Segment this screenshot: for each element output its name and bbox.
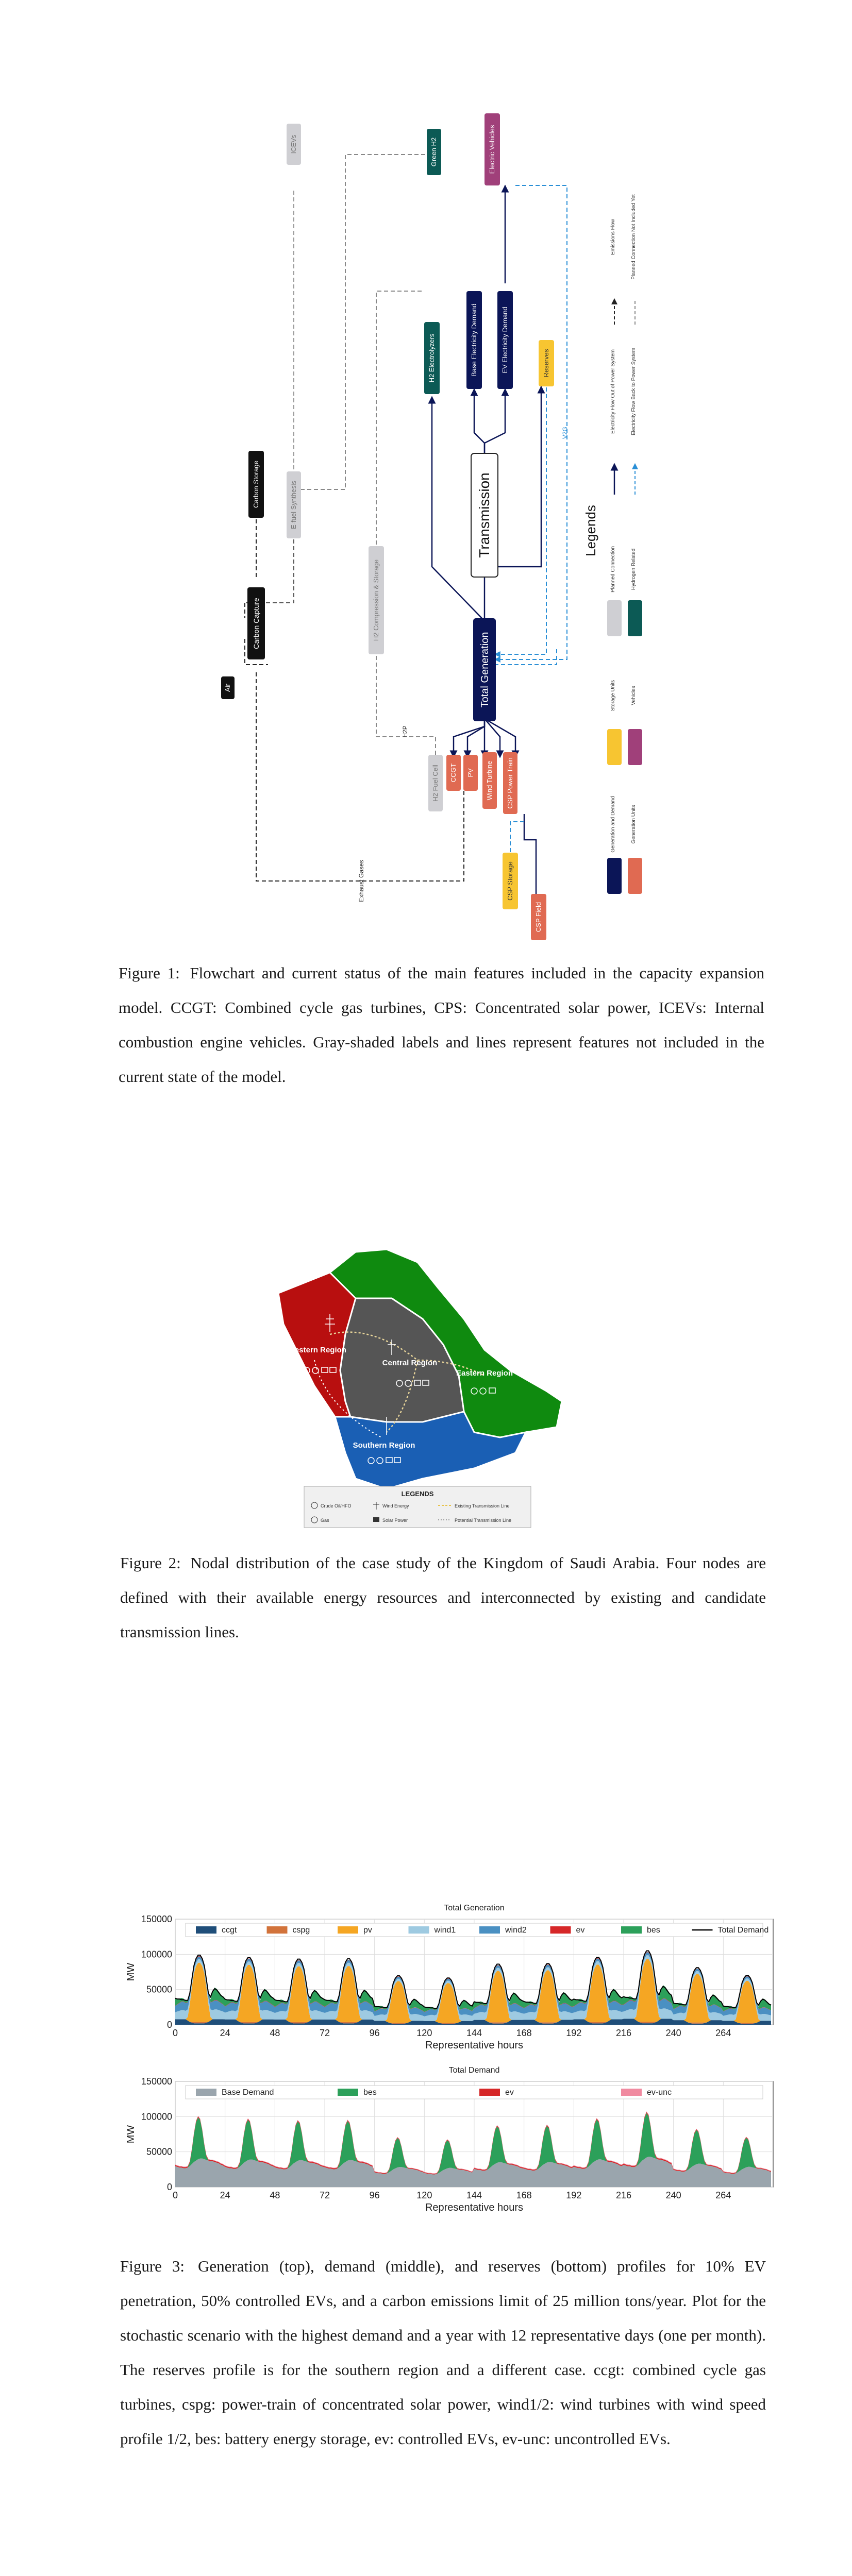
node-icevs-label: ICEVs (290, 134, 297, 154)
x-tick-label: 240 (665, 2028, 681, 2038)
node-base-demand (466, 291, 482, 389)
node-csp-storage-label: CSP Storage (506, 861, 514, 901)
node-wind-turbine-label: Wind Turbine (486, 760, 493, 801)
node-icevs (287, 124, 301, 165)
node-pv-label: PV (466, 768, 474, 777)
x-tick-label: 0 (172, 2190, 178, 2200)
flowchart-nodes (221, 113, 569, 940)
x-tick-label: 168 (516, 2190, 532, 2200)
x-tick-label: 120 (416, 2190, 432, 2200)
x-tick-label: 96 (369, 2190, 380, 2200)
figure3-caption-text: Generation (top), demand (middle), and reserves (bottom) profiles for 10% EV penetration, 50% controlled EVs, and a carbon emissions limit of 25 million tons/year. Plot for the stochastic scenario with the highest demand and a year with 12 representative days (one per month). The reserves profile is for the southern region and a different case. ccgt: combined cycle gas turbines, cspg: power-train of concentrated solar power, wind1/2: wind turbines with wind speed profile 1/2, bes: battery energy storage, ev: controlled EVs, ev-unc: uncontrolled EVs. (120, 2257, 766, 2448)
map-legend-item-potential-line: Potential Transmission Line (455, 1518, 512, 1523)
figure2-caption (120, 1546, 766, 1649)
node-csp-field-label: CSP Field (534, 902, 542, 933)
chart-legend (186, 2086, 763, 2099)
generation-chart (125, 1904, 773, 2051)
legend-item-3: Vehicles (631, 686, 637, 705)
legend-swatch (196, 1926, 216, 1934)
map-legend-title: LEGENDS (401, 1490, 434, 1498)
legend-swatch-planned (607, 600, 622, 636)
legend-item-6: Electricity Flow Out of Power System (610, 349, 616, 434)
node-e-fuel (287, 471, 301, 538)
legend-label: bes (363, 2088, 377, 2097)
node-ccgt (446, 755, 461, 791)
legend-swatch-generation-demand (607, 858, 622, 894)
saudi-map-figure (268, 1242, 567, 1530)
x-tick-label: 48 (270, 2190, 280, 2200)
figure3-caption-label: Figure 3: (120, 2257, 185, 2275)
node-electric-vehicles-label: Electric Vehicles (488, 125, 496, 174)
x-tick-label: 0 (172, 2028, 178, 2038)
y-tick-label: 150000 (141, 2076, 172, 2087)
x-tick-label: 72 (319, 2028, 330, 2038)
legend-item-0: Generation and Demand (610, 796, 616, 853)
legend-item-1: Generation Units (631, 805, 637, 844)
node-electric-vehicles (485, 113, 500, 185)
legend-swatch (621, 2089, 642, 2096)
x-axis-label: Representative hours (425, 2202, 524, 2213)
map-legend (304, 1486, 531, 1528)
legend-label: Total Demand (717, 1926, 769, 1935)
legend-swatch (267, 1926, 288, 1934)
legend-swatch (409, 1926, 429, 1934)
label-v2g: V2G (561, 426, 569, 439)
x-tick-label: 144 (466, 2190, 482, 2200)
figure1-caption-label: Figure 1: (119, 964, 180, 982)
chart-legend (186, 1923, 769, 1937)
x-tick-label: 216 (615, 2190, 632, 2200)
x-axis-label: Representative hours (425, 2040, 524, 2051)
node-air-label: Air (224, 684, 231, 692)
legend-swatch-vehicles (628, 729, 642, 765)
legend-swatch-generation-units (628, 858, 642, 894)
legend-label: ev (505, 2088, 514, 2097)
x-tick-label: 264 (715, 2028, 731, 2038)
legend-swatch (479, 1926, 500, 1934)
node-h2-fuel-cell (428, 755, 443, 811)
legend-swatch-hydrogen (628, 600, 642, 636)
x-tick-label: 192 (566, 2028, 582, 2038)
node-carbon-storage-label: Carbon Storage (252, 461, 260, 508)
legend-swatch (196, 2089, 216, 2096)
legend-label: wind2 (505, 1926, 527, 1935)
x-tick-label: 24 (220, 2190, 230, 2200)
y-tick-label: 50000 (146, 2146, 172, 2157)
legend-swatch-storage-units (607, 729, 622, 765)
node-csp-power-train (503, 752, 517, 814)
node-wind-turbine (482, 752, 497, 809)
region-label-central: Central Region (382, 1359, 438, 1367)
node-total-generation (473, 618, 496, 721)
legend-label: cspg (292, 1926, 310, 1935)
figure1-caption-text: Flowchart and current status of the main features included in the capacity expansion model. CCGT: Combined cycle gas turbines, CPS: Concentrated solar power, ICEVs: Internal combustion engine vehicles. Gray-shaded labels and lines represent features not included in the current state of the model. (119, 964, 764, 1086)
legend-item-5: Hydrogen Related (631, 548, 637, 590)
x-tick-label: 120 (416, 2028, 432, 2038)
node-ccgt-label: CCGT (449, 763, 457, 783)
legend-label: ev (576, 1926, 585, 1935)
legend-label: ccgt (222, 1926, 237, 1935)
x-tick-label: 144 (466, 2028, 482, 2038)
node-green-h2 (427, 129, 441, 175)
map-legend-item-gas: Gas (321, 1518, 329, 1523)
legend-label: ev-unc (647, 2088, 672, 2097)
x-tick-label: 72 (319, 2190, 330, 2200)
node-reserves (539, 340, 554, 386)
legend-label: wind1 (434, 1926, 456, 1935)
figure1-caption (119, 956, 764, 1094)
y-tick-label: 100000 (141, 2111, 172, 2122)
node-base-demand-label: Base Electricity Demand (470, 303, 478, 377)
map-regions (278, 1249, 562, 1489)
map-legend-item-oil: Crude Oil/HFO (321, 1503, 352, 1509)
x-tick-label: 96 (369, 2028, 380, 2038)
region-label-western: Western Region (288, 1346, 346, 1354)
demand-chart (125, 2066, 773, 2213)
y-axis-label: MW (125, 2125, 137, 2144)
node-total-generation-label: Total Generation (479, 632, 491, 708)
node-carbon-storage (248, 451, 264, 518)
y-tick-label: 100000 (141, 1949, 172, 1960)
x-tick-label: 192 (566, 2190, 582, 2200)
profiles-chart-figure (116, 1901, 786, 2231)
map-legend-item-existing-line: Existing Transmission Line (455, 1503, 510, 1509)
chart-title: Total Generation (444, 1904, 505, 1912)
legend-label: Base Demand (222, 2088, 274, 2097)
y-tick-label: 50000 (146, 1984, 172, 1995)
x-tick-label: 264 (715, 2190, 731, 2200)
legend-item-9: Planned Connection Not Included Yet (631, 194, 637, 280)
chart-title: Total Demand (448, 2066, 500, 2075)
figure2-caption-label: Figure 2: (120, 1554, 181, 1572)
node-e-fuel-label: E-fuel Synthesis (290, 481, 297, 529)
node-air (221, 676, 235, 699)
figure3-caption (120, 2249, 766, 2456)
legend-title: Legends (583, 505, 598, 556)
map-legend-item-solar: Solar Power (382, 1518, 408, 1523)
node-h2-compression-label: H2 Compression & Storage (372, 559, 380, 641)
x-tick-label: 24 (220, 2028, 230, 2038)
node-green-h2-label: Green H2 (430, 137, 438, 167)
node-ev-demand (497, 291, 513, 389)
x-tick-label: 216 (615, 2028, 632, 2038)
region-label-eastern: Eastern Region (456, 1369, 513, 1378)
node-csp-storage (503, 853, 518, 909)
label-exhaust-gases: Exhaust Gases (358, 860, 365, 902)
y-tick-label: 150000 (141, 1914, 172, 1924)
node-csp-power-train-label: CSP Power Train (506, 757, 514, 809)
y-axis-label: MW (125, 1962, 137, 1981)
region-label-southern: Southern Region (353, 1441, 415, 1450)
x-tick-label: 240 (665, 2190, 681, 2200)
node-h2-compression (369, 546, 384, 654)
node-h2-fuel-cell-label: H2 Fuel Cell (431, 765, 439, 802)
legend-label: bes (647, 1926, 660, 1935)
node-reserves-label: Reserves (542, 349, 550, 378)
node-transmission-label: Transmission (476, 472, 492, 558)
flowchart-figure (196, 103, 660, 958)
node-pv (463, 755, 478, 791)
legend-item-8: Emissions Flow (610, 219, 616, 255)
legend-swatch (479, 2089, 500, 2096)
flowchart-legend (583, 194, 642, 894)
x-tick-label: 48 (270, 2028, 280, 2038)
y-tick-label: 0 (166, 2020, 172, 2030)
label-h2p: H2P (402, 725, 409, 738)
legend-item-4: Planned Connection (610, 546, 616, 593)
node-carbon-capture (247, 587, 265, 659)
node-ev-demand-label: EV Electricity Demand (501, 307, 509, 374)
legend-label: pv (363, 1926, 372, 1935)
legend-item-2: Storage Units (610, 680, 616, 711)
node-h2-electrolyzers (424, 322, 440, 394)
legend-item-7: Electricity Flow Back to Power System (631, 347, 637, 436)
node-h2-electrolyzers-label: H2 Electrolyzers (428, 333, 436, 383)
node-carbon-capture-label: Carbon Capture (252, 598, 260, 649)
map-legend-item-wind: Wind Energy (382, 1503, 409, 1509)
node-csp-field (531, 894, 546, 940)
legend-swatch (621, 1926, 642, 1934)
legend-swatch (338, 1926, 358, 1934)
legend-swatch (338, 2089, 358, 2096)
x-tick-label: 168 (516, 2028, 532, 2038)
figure2-caption-text: Nodal distribution of the case study of the Kingdom of Saudi Arabia. Four nodes are defined with their available energy resources and interconnected by existing and candidate transmission lines. (120, 1554, 766, 1641)
legend-swatch (550, 1926, 571, 1934)
y-tick-label: 0 (166, 2182, 172, 2192)
node-transmission (471, 453, 498, 577)
